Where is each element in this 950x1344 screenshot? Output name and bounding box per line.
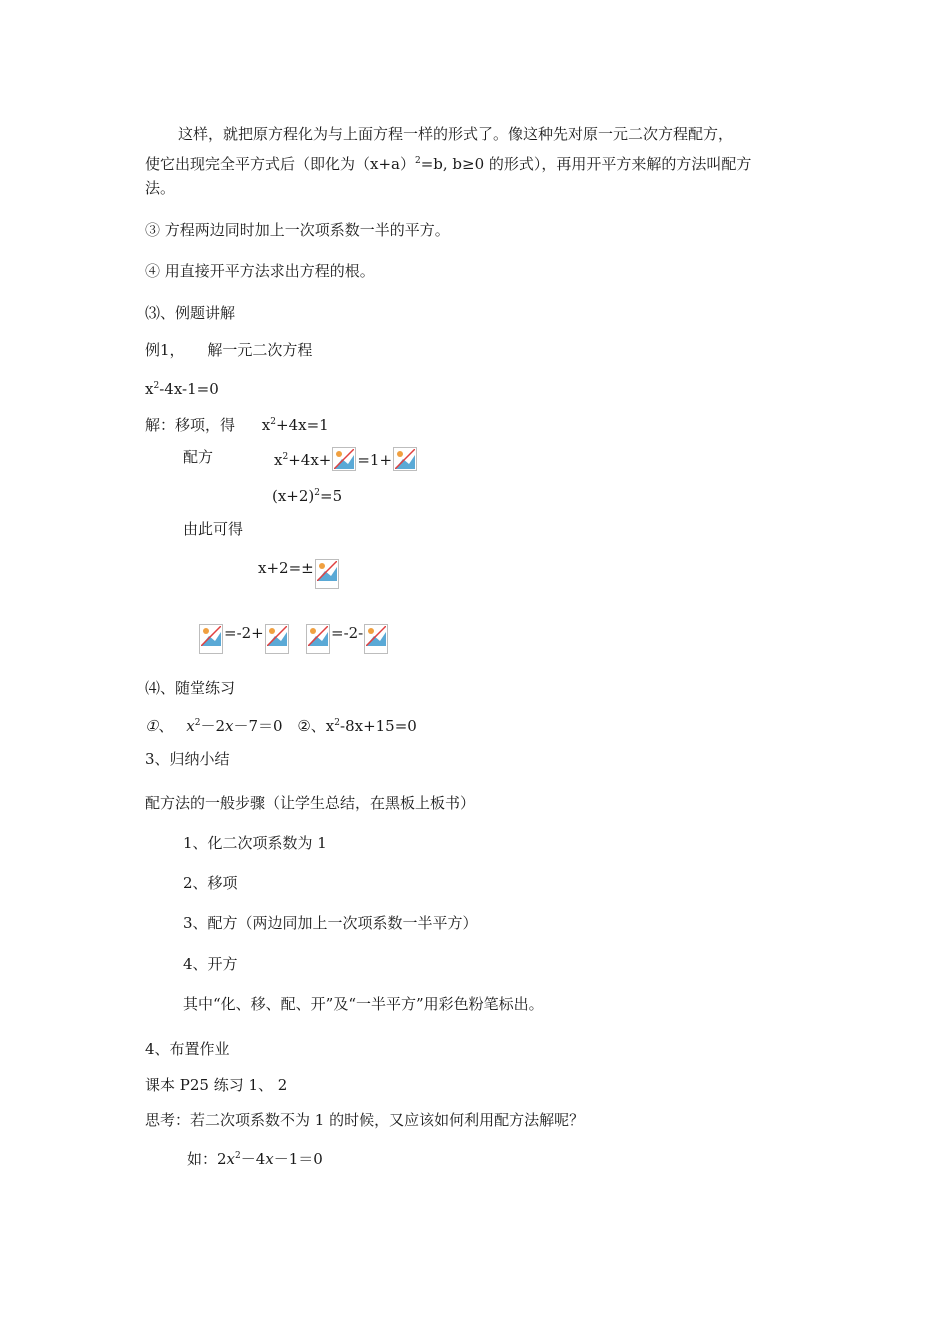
solution-eq [262, 416, 329, 434]
sol-eq-b: +4x=1 [276, 416, 329, 434]
p1-x: x [186, 717, 195, 735]
square-eq [272, 483, 342, 506]
ex-x: x [226, 1150, 236, 1168]
broken-image-icon [265, 624, 289, 654]
eq-b: -4x-1=0 [159, 380, 219, 398]
broken-image-icon [393, 447, 417, 471]
x2-mid: =-2- [331, 624, 364, 642]
ex-label: 如：2 [187, 1150, 227, 1168]
practice-problems [145, 713, 417, 736]
eq-sup: 2 [153, 381, 160, 391]
summary-item: 2、移项 [183, 874, 238, 892]
summary-heading: 3、归纳小结 [145, 750, 230, 768]
ex-sup: 2 [235, 1151, 241, 1161]
homework-task: 课本 P25 练习 1、 2 [145, 1076, 288, 1094]
broken-image-icon [199, 624, 223, 654]
summary-item: 1、化二次项系数为 1 [183, 834, 327, 852]
intro-line-1: 这样，就把原方程化为与上面方程一样的形式了。像这种先对原一元二次方程配方， [178, 125, 734, 143]
intro-line-3: 法。 [145, 179, 176, 197]
sol-eq-a: x [261, 416, 271, 434]
pf-eq-sup: 2 [282, 452, 289, 462]
p1-sup: 2 [194, 718, 201, 728]
complete-square-label: 配方 [183, 448, 214, 466]
broken-image-icon [315, 559, 339, 589]
think-question: 思考：若二次项系数不为 1 的时候，又应该如何利用配方法解呢？ [145, 1111, 585, 1129]
step-4: ④ 用直接开平方法求出方程的根。 [145, 262, 375, 280]
intro-line-2 [145, 151, 751, 174]
example-equation [145, 376, 219, 399]
ex-x2: x [265, 1150, 274, 1168]
complete-square-eq [274, 447, 418, 471]
step-3: ③ 方程两边同时加上一次项系数一半的平方。 [145, 221, 450, 239]
summary-item: 4、开方 [183, 955, 238, 973]
example-title [145, 340, 312, 360]
p1-sep: 、 [158, 717, 174, 735]
pf-eq-a: x [274, 451, 283, 469]
pf-eq-b: +4x+ [288, 451, 332, 469]
solution-label: 解：移项，得 [145, 416, 236, 434]
p2-sup: 2 [334, 718, 340, 728]
practice-heading: ⑷、随堂练习 [145, 679, 236, 697]
root-x2 [305, 623, 389, 654]
broken-image-icon [364, 624, 388, 654]
sq-a: (x+2) [272, 487, 315, 505]
p1-num: ① [145, 717, 159, 735]
hence-label: 由此可得 [183, 520, 244, 538]
broken-image-icon [306, 624, 330, 654]
p2-b: -8x+15=0 [340, 717, 417, 735]
sol-eq-sup: 2 [270, 417, 276, 427]
root-eq [258, 558, 340, 589]
intro-line-2-a: 使它出现完全平方式后（即化为（x+a） [145, 155, 415, 173]
sq-b: =5 [320, 487, 343, 505]
p1-x2: x [225, 717, 234, 735]
ex-rest-a: －4 [240, 1150, 266, 1168]
solution-line [145, 412, 329, 435]
example-title-a: 例1， [145, 341, 185, 359]
homework-heading: 4、布置作业 [145, 1040, 230, 1058]
eq-a: x [145, 380, 154, 398]
sq-sup: 2 [314, 488, 321, 498]
pf-eq-c: =1+ [357, 451, 393, 469]
summary-note: 其中“化、移、配、开”及“一半平方”用彩色粉笔标出。 [183, 995, 544, 1013]
p2-num: ②、 [297, 717, 326, 735]
root-x1 [198, 623, 290, 654]
summary-intro: 配方法的一般步骤（让学生总结，在黑板上板书） [145, 794, 476, 812]
root-eq-text: x+2=± [258, 559, 314, 577]
x1-mid: =-2+ [224, 624, 264, 642]
example-title-b: 解一元二次方程 [207, 341, 313, 359]
intro-sup: 2 [414, 156, 421, 166]
p2-a: x [325, 717, 335, 735]
example-heading: ⑶、例题讲解 [145, 304, 236, 322]
intro-line-2-b: =b, b≥0 的形式），再用开平方来解的方法叫配方 [420, 155, 752, 173]
broken-image-icon [332, 447, 356, 471]
ex-rest-b: －1＝0 [273, 1150, 323, 1168]
summary-item: 3、配方（两边同加上一次项系数一半平方） [183, 914, 478, 932]
p1-rest-a: －2 [200, 717, 225, 735]
think-example [187, 1146, 323, 1169]
p1-rest-b: －7＝0 [233, 717, 283, 735]
